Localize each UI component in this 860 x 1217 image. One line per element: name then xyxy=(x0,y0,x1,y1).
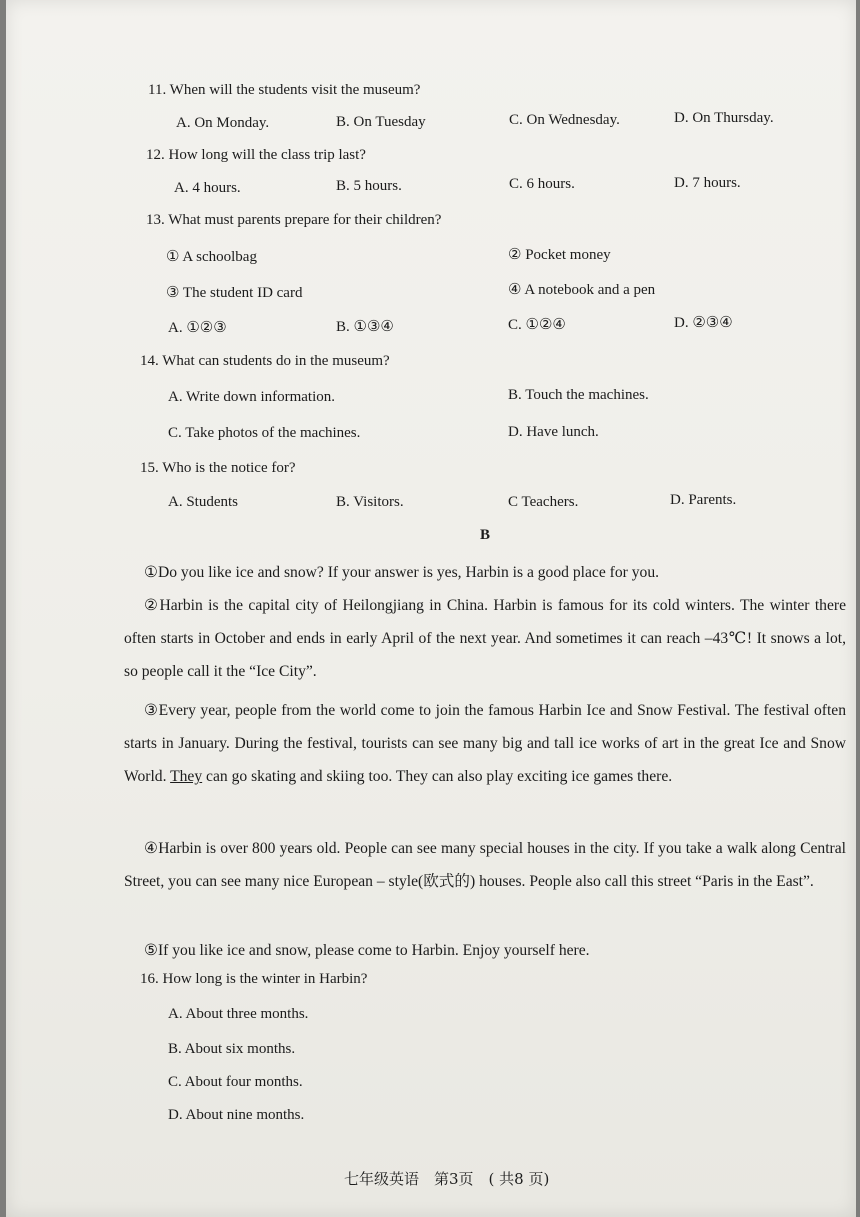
q15-option-c: C Teachers. xyxy=(508,494,579,510)
passage-paragraph-2: ②Harbin is the capital city of Heilongjiang in China. Harbin is famous for its cold winters. The winter there often starts in October and ends in early April of the next year. And sometimes it can reach –43℃! It snows a lot, so people call it the “Ice City”. xyxy=(124,597,846,680)
section-b-heading: B xyxy=(480,527,491,543)
q13-option-d: D. ②③④ xyxy=(674,315,733,331)
q14-option-b: B. Touch the machines. xyxy=(508,387,649,403)
q13-option-b: B. ①③④ xyxy=(336,319,394,335)
question-15: 15. Who is the notice for? xyxy=(140,460,296,476)
q14-option-d: D. Have lunch. xyxy=(508,424,599,440)
q13-item-2: ② Pocket money xyxy=(508,247,611,263)
q13-item-4: ④ A notebook and a pen xyxy=(508,282,656,298)
question-12: 12. How long will the class trip last? xyxy=(146,147,366,163)
q16-option-a: A. About three months. xyxy=(168,1006,309,1022)
q11-option-b: B. On Tuesday xyxy=(336,114,426,130)
q14-option-c: C. Take photos of the machines. xyxy=(168,425,361,441)
q13-item-1: ① A schoolbag xyxy=(166,249,257,265)
question-16: 16. How long is the winter in Harbin? xyxy=(140,971,368,987)
q12-option-b: B. 5 hours. xyxy=(336,178,402,194)
q13-option-c: C. ①②④ xyxy=(508,317,566,333)
underlined-word-they: They xyxy=(170,768,203,785)
q16-option-b: B. About six months. xyxy=(168,1041,296,1057)
q11-option-a: A. On Monday. xyxy=(176,115,270,131)
question-14: 14. What can students do in the museum? xyxy=(140,353,390,369)
passage-paragraph-4: ④Harbin is over 800 years old. People can see many special houses in the city. If you take a walk along Central Street, you can see many nice European – style(欧式的) houses. People also call this street “Paris in the East”. xyxy=(124,840,846,890)
q12-option-c: C. 6 hours. xyxy=(509,176,575,192)
q13-option-a: A. ①②③ xyxy=(168,320,227,336)
q11-option-c: C. On Wednesday. xyxy=(509,112,620,128)
q11-option-d: D. On Thursday. xyxy=(674,110,774,126)
q12-option-a: A. 4 hours. xyxy=(174,180,241,196)
q15-option-b: B. Visitors. xyxy=(336,494,404,510)
q13-item-3: ③ The student ID card xyxy=(166,285,303,301)
q12-option-d: D. 7 hours. xyxy=(674,175,741,191)
q16-option-d: D. About nine months. xyxy=(168,1107,305,1123)
passage-paragraph-3: ③Every year, people from the world come to join the famous Harbin Ice and Snow Festival. The festival often starts in January. During the festival, tourists can see many big and tall ice works of art in the great Ice and Snow World. They can go skating and skiing too. They can also play exciting ice games there. xyxy=(124,702,846,785)
q15-option-a: A. Students xyxy=(168,494,239,510)
question-13: 13. What must parents prepare for their children? xyxy=(146,212,442,228)
passage-paragraph-5: ⑤If you like ice and snow, please come to Harbin. Enjoy yourself here. xyxy=(144,942,590,959)
page-footer: 七年级英语 第3页 ( 共8 页) xyxy=(344,1170,550,1188)
question-11: 11. When will the students visit the museum? xyxy=(148,82,421,98)
passage-paragraph-1: ①Do you like ice and snow? If your answer is yes, Harbin is a good place for you. xyxy=(144,564,660,581)
q14-option-a: A. Write down information. xyxy=(168,389,336,405)
exam-page xyxy=(6,0,856,1217)
q16-option-c: C. About four months. xyxy=(168,1074,303,1090)
q15-option-d: D. Parents. xyxy=(670,492,737,508)
